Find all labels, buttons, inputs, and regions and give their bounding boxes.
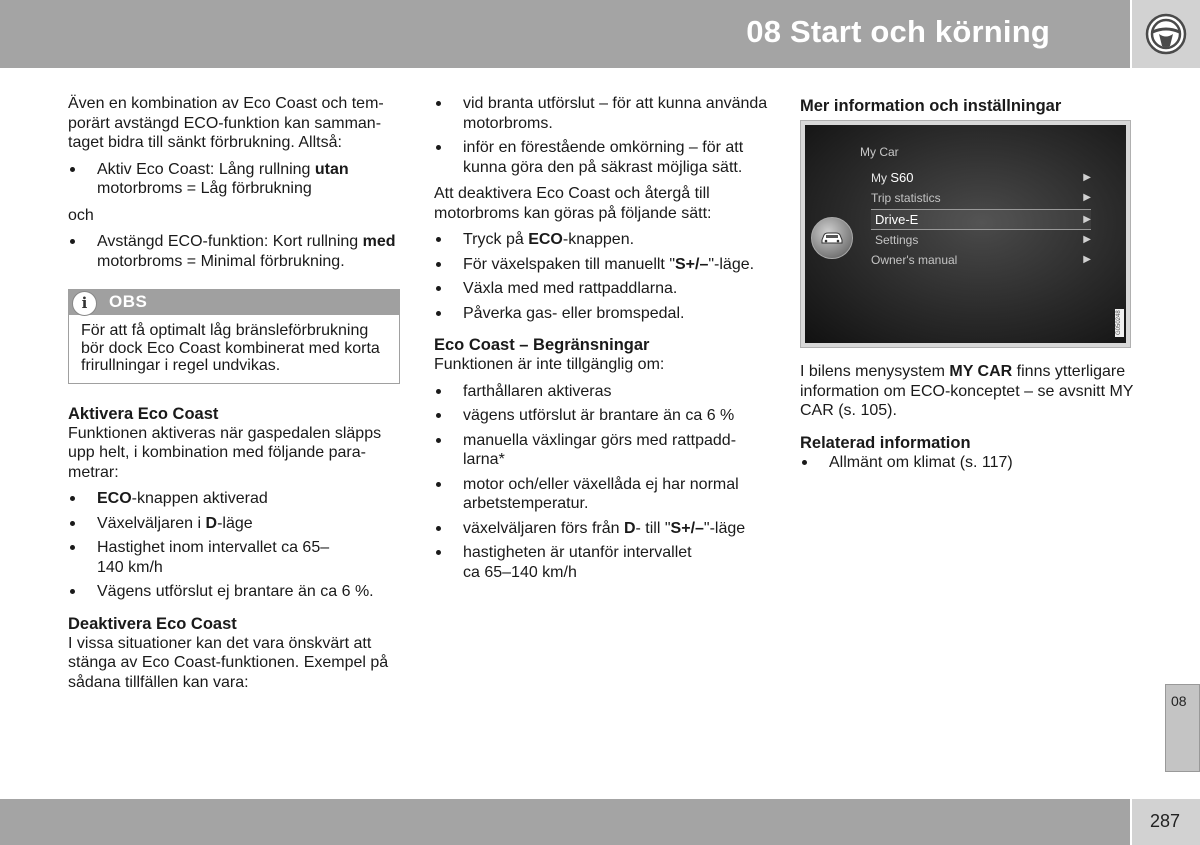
list-item: hastigheten är utanför intervallet ca 65–140 km/h — [434, 543, 769, 582]
list-item: vägens utförslut är brantare än ca 6 % — [434, 406, 769, 426]
arrow-right-icon: ▶ — [1083, 192, 1091, 203]
screen-menu-item: Settings ▶ — [875, 233, 1091, 247]
limits-list — [434, 382, 769, 583]
arrow-right-icon: ▶ — [1083, 214, 1091, 225]
screen-model: S60 — [890, 170, 914, 185]
list-item: Påverka gas- eller bromspedal. — [434, 304, 769, 324]
aktivera-list — [68, 489, 401, 602]
obs-header — [69, 290, 399, 315]
section-heading: Mer information och inställningar — [800, 97, 1062, 115]
section-limits — [434, 335, 769, 582]
chapter-tab — [1165, 684, 1200, 772]
arrow-right-icon: ▶ — [1083, 172, 1091, 183]
screen-menu-item: Trip statistics ▶ — [871, 191, 1091, 205]
list-item: För växelspaken till manuellt "S+/–"-läge. — [434, 255, 769, 275]
screen-title: My Car — [860, 145, 899, 159]
list-item: Avstängd ECO-funktion: Kort rullning med motorbroms = Minimal förbrukning. — [68, 232, 401, 271]
related-list — [800, 453, 1140, 473]
chapter-tab-label: 08 — [1171, 693, 1187, 709]
list-item: vid branta utförslut – för att kunna använda motorbroms. — [434, 94, 769, 133]
section-heading: Deaktivera Eco Coast — [68, 614, 237, 633]
section-text: Funktionen aktiveras när gaspedalen släpps upp helt, i kombination med följande para- metrar: — [68, 424, 382, 481]
och-text: och — [68, 206, 94, 224]
section-aktivera — [68, 404, 401, 602]
steering-wheel-icon — [1145, 13, 1187, 55]
list-item: inför en förestående omkörning – för att kunna göra den på säkrast möjliga sätt. — [434, 138, 769, 177]
header-icon-box — [1132, 0, 1200, 68]
list-item: Växla med med rattpaddlarna. — [434, 279, 769, 299]
section-heading: Aktivera Eco Coast — [68, 404, 219, 423]
obs-note-box — [68, 289, 400, 384]
list-item: växelväljaren förs från D- till "S+/–"-läge — [434, 519, 769, 539]
info-icon: i — [72, 291, 97, 316]
section-heading: Relaterad information — [800, 433, 971, 452]
list-item: Aktiv Eco Coast: Lång rullning utan motorbroms = Låg förbrukning — [68, 160, 401, 199]
section-heading: Eco Coast – Begränsningar — [434, 336, 650, 354]
list-item: Tryck på ECO-knappen. — [434, 230, 769, 250]
arrow-right-icon: ▶ — [1083, 234, 1091, 245]
car-icon — [811, 217, 853, 259]
deactivate-list — [434, 230, 769, 323]
examples-list — [434, 94, 769, 177]
screen-menu-item-selected: Drive-E ▶ — [871, 209, 1091, 230]
image-code: G050248 — [1116, 310, 1122, 336]
list-item: Växelväljaren i D-läge — [68, 514, 401, 534]
page-number: 287 — [1150, 811, 1181, 831]
intro-paragraph: Även en kombination av Eco Coast och tem- porärt avstängd ECO-funktion kan samman- taget bidra till sänkt förbrukning. Alltså: — [68, 95, 384, 151]
list-item: motor och/eller växellåda ej har normal arbetstemperatur. — [434, 475, 769, 514]
column-1 — [68, 94, 401, 699]
consumption-list-2 — [68, 232, 401, 271]
list-item: manuella växlingar görs med rattpadd- larna* — [434, 431, 769, 470]
related-link[interactable]: Allmänt om klimat (s. 117) — [800, 453, 1140, 473]
mycar-screen-image — [800, 120, 1131, 348]
consumption-list-1 — [68, 160, 401, 199]
section-text: I vissa situationer kan det vara önskvärt att stänga av Eco Coast-funktionen. Exempel på sådana tillfällen kan vara: — [68, 634, 389, 691]
column-3 — [800, 94, 1140, 479]
obs-label: OBS — [109, 292, 148, 311]
arrow-right-icon: ▶ — [1083, 254, 1091, 265]
list-item: ECO-knappen aktiverad — [68, 489, 401, 509]
screen-display — [805, 125, 1126, 343]
deactivate-text: Att deaktivera Eco Coast och återgå till motorbroms kan göras på följande sätt: — [434, 185, 712, 222]
section-related — [800, 433, 1140, 473]
footer-bar — [0, 799, 1130, 845]
list-item: Vägens utförslut ej brantare än ca 6 %. — [68, 582, 401, 602]
section-deaktivera — [68, 614, 401, 693]
column-2 — [434, 94, 769, 589]
screen-menu-my: My S60 ▶ — [871, 170, 1091, 185]
obs-text: För att få optimalt låg bränsleförbrukning bör dock Eco Coast kombinerat med korta frirullningar i regel undvikas. — [81, 322, 380, 374]
screen-menu-item: Owner's manual ▶ — [871, 253, 1091, 267]
header-bar — [0, 0, 1130, 68]
mycar-text: I bilens menysystem MY CAR finns ytterligare information om ECO-konceptet – se avsnitt MY CAR (s. 105). — [800, 363, 1134, 419]
chapter-title: 08 Start och körning — [746, 14, 1050, 49]
section-text: Funktionen är inte tillgänglig om: — [434, 356, 665, 373]
list-item: Hastighet inom intervallet ca 65–140 km/h — [68, 538, 401, 577]
list-item: farthållaren aktiveras — [434, 382, 769, 402]
